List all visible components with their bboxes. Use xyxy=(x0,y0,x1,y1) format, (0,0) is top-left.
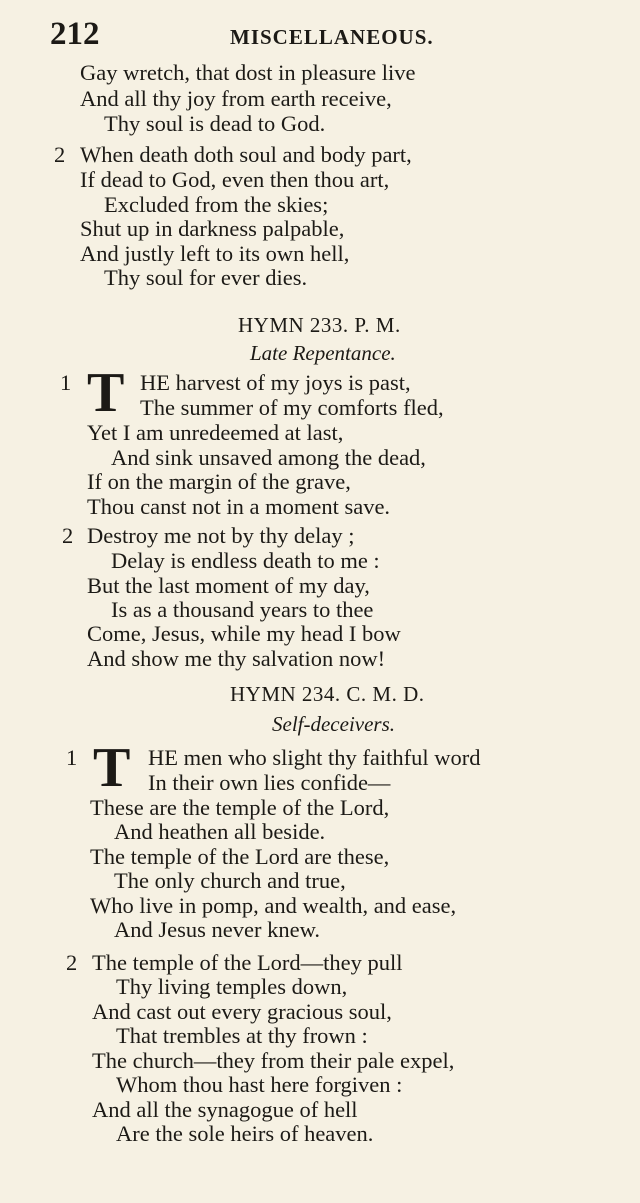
verse-line: Excluded from the skies; xyxy=(104,192,329,217)
verse-line: Destroy me not by thy delay ; xyxy=(87,523,355,548)
verse-line: Gay wretch, that dost in pleasure live xyxy=(80,60,416,85)
verse-line: The temple of the Lord are these, xyxy=(90,844,390,869)
verse-line: And show me thy salvation now! xyxy=(87,646,386,671)
verse-number: 2 xyxy=(66,950,78,975)
verse-line: Come, Jesus, while my head I bow xyxy=(87,621,401,646)
verse-line: Who live in pomp, and wealth, and ease, xyxy=(90,893,457,918)
hymn-title: HYMN 234. C. M. D. xyxy=(230,682,425,706)
drop-cap: T xyxy=(93,737,131,799)
verse-line: And justly left to its own hell, xyxy=(80,241,350,266)
hymn-subtitle: Late Repentance. xyxy=(250,341,396,365)
verse-line: The only church and true, xyxy=(114,868,346,893)
verse-line: Whom thou hast here forgiven : xyxy=(116,1072,403,1097)
verse-line: And cast out every gracious soul, xyxy=(92,999,392,1024)
verse-number: 2 xyxy=(54,142,66,167)
verse-line: The temple of the Lord—they pull xyxy=(92,950,403,975)
verse-line: Yet I am unredeemed at last, xyxy=(87,420,344,445)
verse-line: Thy soul is dead to God. xyxy=(104,111,326,136)
verse-line: If on the margin of the grave, xyxy=(87,469,351,494)
verse-line: These are the temple of the Lord, xyxy=(90,795,390,820)
verse-line: And heathen all beside. xyxy=(114,819,326,844)
verse-number: 2 xyxy=(62,523,74,548)
hymn-subtitle: Self-deceivers. xyxy=(272,712,396,736)
page-header xyxy=(50,14,470,54)
verse-number: 1 xyxy=(66,745,78,770)
drop-cap: T xyxy=(87,362,125,424)
verse-line: When death doth soul and body part, xyxy=(80,142,412,167)
page-number: 212 xyxy=(50,16,100,52)
verse-line: Thy living temples down, xyxy=(116,974,348,999)
verse-line: And all thy joy from earth receive, xyxy=(80,86,392,111)
verse-line: And sink unsaved among the dead, xyxy=(111,445,426,470)
verse-line: HE men who slight thy faithful word xyxy=(148,745,481,770)
verse-line: In their own lies confide— xyxy=(148,770,391,795)
verse-line: Delay is endless death to me : xyxy=(111,548,380,573)
verse-line: Thou canst not in a moment save. xyxy=(87,494,391,519)
verse-line: And Jesus never knew. xyxy=(114,917,320,942)
verse-line: The summer of my comforts fled, xyxy=(140,395,444,420)
verse-line: Shut up in darkness palpable, xyxy=(80,216,345,241)
hymn-title: HYMN 233. P. M. xyxy=(238,313,401,337)
verse-line: Is as a thousand years to thee xyxy=(111,597,374,622)
verse-line: Are the sole heirs of heaven. xyxy=(116,1121,374,1146)
verse-line: HE harvest of my joys is past, xyxy=(140,370,411,395)
verse-line: The church—they from their pale expel, xyxy=(92,1048,455,1073)
verse-line: Thy soul for ever dies. xyxy=(104,265,308,290)
running-head: MISCELLANEOUS. xyxy=(230,25,434,49)
verse-line: If dead to God, even then thou art, xyxy=(80,167,390,192)
verse-line: And all the synagogue of hell xyxy=(92,1097,358,1122)
verse-line: But the last moment of my day, xyxy=(87,573,370,598)
verse-line: That trembles at thy frown : xyxy=(116,1023,368,1048)
verse-number: 1 xyxy=(60,370,72,395)
